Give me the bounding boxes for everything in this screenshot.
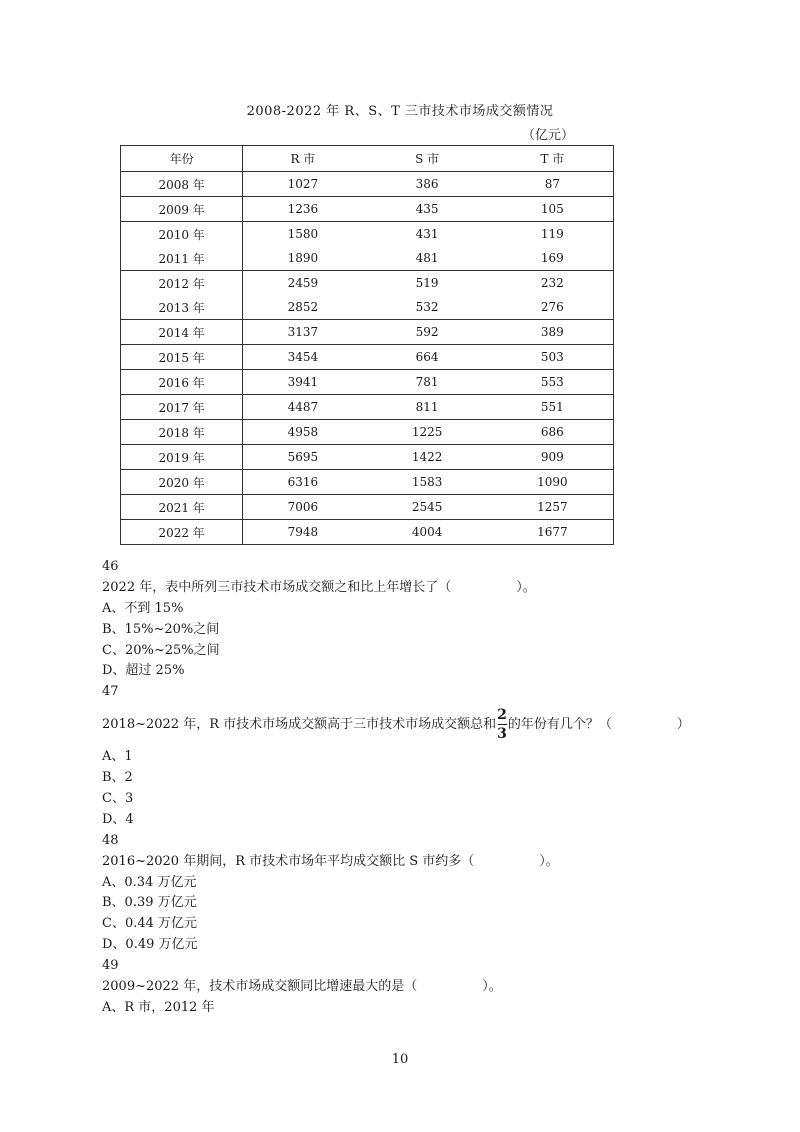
fraction-numerator: 2 xyxy=(497,707,507,724)
question-text-after: 的年份有几个？（ ） xyxy=(507,717,690,733)
header-year: 年份 xyxy=(121,146,243,172)
answer-option: C、0.44 万亿元 xyxy=(102,916,198,932)
year-cell: 2008 年 xyxy=(121,172,243,197)
s-city-cell: 481 xyxy=(363,246,492,271)
year-cell: 2016 年 xyxy=(121,370,243,395)
question-number: 46 xyxy=(102,559,119,574)
table-row xyxy=(121,370,614,395)
question-number: 47 xyxy=(102,684,119,700)
answer-option: D、超过 25% xyxy=(102,663,185,679)
table-header-row xyxy=(121,146,614,172)
r-city-cell: 3454 xyxy=(243,345,363,370)
answer-option: B、0.39 万亿元 xyxy=(102,895,197,911)
t-city-cell: 686 xyxy=(492,420,614,445)
table-row xyxy=(121,172,614,197)
year-cell: 2010 年 xyxy=(121,222,243,247)
answer-option: C、20%~25%之间 xyxy=(102,642,220,658)
r-city-cell: 1890 xyxy=(243,246,363,271)
t-city-cell: 1257 xyxy=(492,495,614,520)
answer-option: A、0.34 万亿元 xyxy=(102,874,197,890)
table-body xyxy=(121,172,614,545)
s-city-cell: 2545 xyxy=(363,495,492,520)
s-city-cell: 781 xyxy=(363,370,492,395)
r-city-cell: 3941 xyxy=(243,370,363,395)
fraction-denominator: 3 xyxy=(497,726,507,743)
r-city-cell: 3137 xyxy=(243,320,363,345)
year-cell: 2009 年 xyxy=(121,197,243,222)
s-city-cell: 592 xyxy=(363,320,492,345)
table-row xyxy=(121,395,614,420)
year-cell: 2011 年 xyxy=(121,246,243,271)
year-cell: 2022 年 xyxy=(121,520,243,545)
t-city-cell: 1090 xyxy=(492,470,614,495)
t-city-cell: 909 xyxy=(492,445,614,470)
table-row xyxy=(121,420,614,445)
r-city-cell: 7948 xyxy=(287,525,319,539)
answer-option: A、1 xyxy=(102,749,133,765)
t-city-cell: 105 xyxy=(492,197,614,222)
t-city-cell: 169 xyxy=(492,246,614,271)
r-city-cell: 4487 xyxy=(243,395,363,420)
s-city-cell: 811 xyxy=(363,395,492,420)
table-row xyxy=(121,495,614,520)
question-text: 2022 年，表中所列三市技术市场成交额之和比上年增长了（ ）。 xyxy=(102,579,536,595)
t-city-cell: 232 xyxy=(540,276,564,290)
table-row xyxy=(121,197,614,222)
s-city-cell: 435 xyxy=(363,197,492,222)
table-row xyxy=(121,320,614,345)
question-text xyxy=(102,703,722,747)
t-city-cell: 389 xyxy=(492,320,614,345)
year-cell: 2014 年 xyxy=(121,320,243,345)
data-table xyxy=(120,145,614,545)
s-city-cell: 532 xyxy=(363,295,492,320)
year-cell: 2013 年 xyxy=(121,295,243,320)
year-cell: 2021 年 xyxy=(121,495,243,520)
fraction-bar xyxy=(498,724,507,725)
s-city-cell: 4004 xyxy=(411,525,443,539)
year-cell: 2015 年 xyxy=(121,345,243,370)
r-city-cell: 2459 xyxy=(287,276,319,290)
table-row xyxy=(121,222,614,247)
r-city-cell: 1236 xyxy=(243,197,363,222)
question-text-before: 2018~2022 年，R 市技术市场成交额高于三市技术市场成交额总和 xyxy=(102,717,497,733)
header-r-city: R 市 xyxy=(243,146,363,172)
table-row xyxy=(121,470,614,495)
r-city-cell: 1027 xyxy=(243,172,363,197)
question-number: 49 xyxy=(102,958,119,974)
t-city-cell: 551 xyxy=(492,395,614,420)
s-city-cell: 664 xyxy=(363,345,492,370)
table-title: 2008-2022 年 R、S、T 三市技术市场成交额情况 xyxy=(246,104,554,119)
question-text: 2009~2022 年，技术市场成交额同比增速最大的是（ ）。 xyxy=(102,979,502,995)
t-city-cell: 503 xyxy=(492,345,614,370)
answer-option: C、3 xyxy=(102,791,134,807)
year-cell: 2020 年 xyxy=(121,470,243,495)
answer-option: B、2 xyxy=(102,770,133,786)
table-row xyxy=(121,295,614,320)
t-city-cell: 1677 xyxy=(537,525,568,539)
question-number: 48 xyxy=(102,832,119,848)
header-s-city: S 市 xyxy=(363,146,492,172)
answer-option: A、不到 15% xyxy=(102,600,184,616)
answer-option: D、0.49 万亿元 xyxy=(102,937,198,953)
table-row xyxy=(121,445,614,470)
t-city-cell: 553 xyxy=(492,370,614,395)
table-row xyxy=(121,271,614,296)
answer-option: B、15%~20%之间 xyxy=(102,621,220,637)
r-city-cell: 7006 xyxy=(243,495,363,520)
s-city-cell: 431 xyxy=(415,227,439,241)
r-city-cell: 1580 xyxy=(287,227,319,241)
answer-option: D、4 xyxy=(102,811,134,827)
s-city-cell: 386 xyxy=(363,172,492,197)
page-number: 10 xyxy=(391,1052,409,1067)
table-row xyxy=(121,246,614,271)
unit-label: （亿元） xyxy=(522,128,575,143)
year-cell: 2018 年 xyxy=(121,420,243,445)
question-section xyxy=(102,557,722,1019)
year-cell: 2017 年 xyxy=(121,395,243,420)
year-cell: 2012 年 xyxy=(121,271,243,296)
answer-option: A、R 市，2012 年 xyxy=(102,999,215,1015)
header-t-city: T 市 xyxy=(492,146,614,172)
r-city-cell: 2852 xyxy=(243,295,363,320)
t-city-cell: 276 xyxy=(492,295,614,320)
s-city-cell: 1583 xyxy=(363,470,492,495)
r-city-cell: 4958 xyxy=(243,420,363,445)
s-city-cell: 1422 xyxy=(363,445,492,470)
s-city-cell: 1225 xyxy=(363,420,492,445)
s-city-cell: 519 xyxy=(415,276,439,290)
table-row xyxy=(121,345,614,370)
t-city-cell: 87 xyxy=(492,172,614,197)
table-row xyxy=(121,520,614,545)
fraction xyxy=(497,708,507,741)
question-text: 2016~2020 年期间，R 市技术市场年平均成交额比 S 市约多（ ）。 xyxy=(102,853,559,869)
r-city-cell: 5695 xyxy=(243,445,363,470)
year-cell: 2019 年 xyxy=(121,445,243,470)
r-city-cell: 6316 xyxy=(243,470,363,495)
t-city-cell: 119 xyxy=(540,227,564,241)
